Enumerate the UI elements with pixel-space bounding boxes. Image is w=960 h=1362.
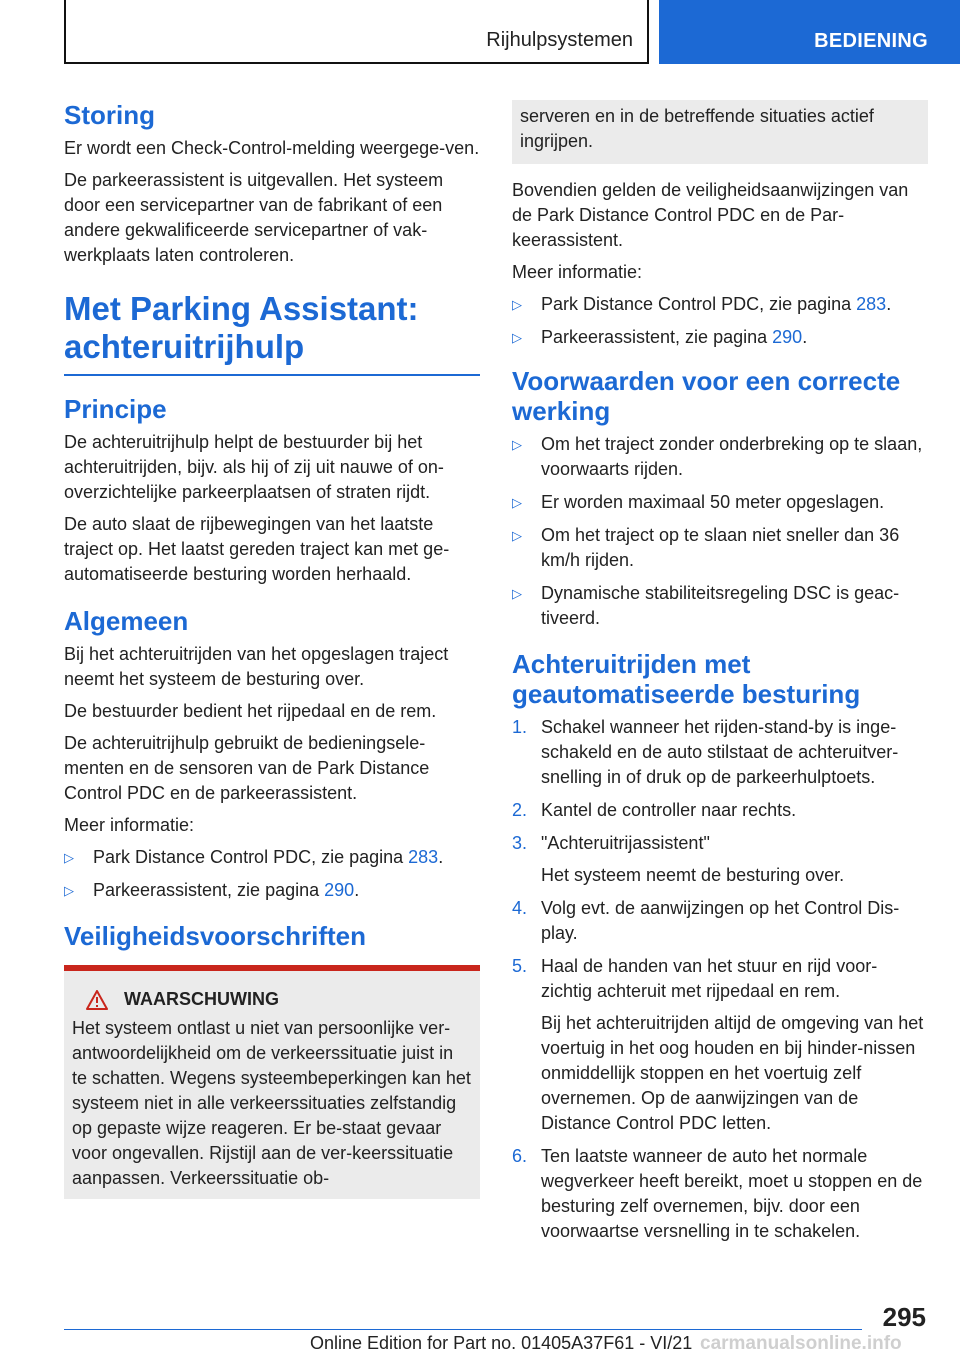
- triangle-bullet-icon: ▷: [512, 330, 522, 345]
- step-number: 4.: [512, 898, 528, 918]
- triangle-bullet-icon: ▷: [512, 297, 522, 312]
- warning-title: [86, 989, 472, 1010]
- right-column: [512, 100, 928, 1252]
- header-section-box: [64, 0, 649, 64]
- step-number: 1.: [512, 717, 528, 737]
- triangle-bullet-icon: ▷: [512, 586, 522, 601]
- step-item: 1. Schakel wanneer het rijden-stand-by is inge-schakeld en de auto stilstaat de achteruitver-snelling in of druk op de parkeerhulptoets.: [512, 717, 899, 787]
- principe-heading: Principe: [64, 394, 167, 424]
- step-number: 3.: [512, 833, 528, 853]
- algemeen-heading: Algemeen: [64, 606, 189, 636]
- header-section-title: Rijhulpsystemen: [486, 29, 633, 51]
- right-more-info: Meer informatie:: [512, 262, 643, 282]
- achteruit-steps: [512, 715, 928, 1244]
- algemeen-references: [64, 845, 480, 903]
- triangle-bullet-icon: ▷: [512, 495, 522, 510]
- header-chapter-label: BEDIENING: [814, 30, 928, 52]
- algemeen-paragraph-1: Bij het achteruitrijden van het opgeslagen traject neemt het systeem de besturing over.: [64, 644, 449, 689]
- warning-triangle-icon: [86, 990, 108, 1010]
- warning-text-continued: serveren en in de betreffende situaties actief ingrijpen.: [520, 106, 874, 151]
- storing-paragraph-2: De parkeerassistent is uitgevallen. Het systeem door een servicepartner van de fabrikant of een andere gekwalificeerde servicepartner of vak-werkplaats laten controleren.: [64, 170, 444, 265]
- algemeen-paragraph-2: De bestuurder bedient het rijpedaal en de rem.: [64, 701, 437, 721]
- page-number: 295: [882, 1302, 926, 1332]
- step-item: 2. Kantel de controller naar rechts.: [512, 798, 928, 823]
- achteruit-heading: Achteruitrijden met geautomatiseerde besturing: [512, 649, 861, 709]
- step-item: 6. Ten laatste wanneer de auto het normale wegverkeer heeft bereikt, moet u stoppen en de besturing zelf overnemen, bijv. door een voorwaartse versnelling in te schakelen.: [512, 1146, 923, 1241]
- voorwaarden-list: [512, 432, 928, 631]
- warning-text: Het systeem ontlast u niet van persoonlijke ver-antwoordelijkheid om de verkeerssituatie juist in te schatten. Wegens systeembeperkingen kan het systeem niet in alle verkeerssituaties zelfstandig op gepaste wijze reageren. Er be-staat gevaar voor ongevallen. Rijstijl aan de ver-keerssituatie aanpassen. Verkeerssituatie ob-: [72, 1018, 471, 1188]
- header-chapter-tab: [659, 0, 960, 64]
- triangle-bullet-icon: ▷: [512, 437, 522, 452]
- list-item: ▷ Dynamische stabiliteitsregeling DSC is geac-tiveerd.: [512, 583, 900, 628]
- storing-paragraph-1: Er wordt een Check-Control-melding weergege-ven.: [64, 138, 480, 158]
- step-item: 3. "Achteruitrijassistent" Het systeem neemt de besturing over.: [512, 831, 928, 888]
- step-number: 5.: [512, 956, 528, 976]
- step-item: 5. Haal de handen van het stuur en rijd voor-zichtig achteruit met rijpedaal en rem. Bij het achteruitrijden altijd de omgeving van het voertuig in het oog houden en bij hinder-nissen onmiddellijk stoppen en het voertuig zelf overnemen. Op de aanwijzingen van de Distance Control PDC letten.: [512, 954, 928, 1136]
- voorwaarden-heading: Voorwaarden voor een correcte werking: [512, 366, 901, 426]
- warning-box: [64, 965, 480, 1199]
- page-link[interactable]: 290: [324, 880, 355, 900]
- triangle-bullet-icon: ▷: [64, 883, 74, 898]
- step-number: 2.: [512, 800, 528, 820]
- list-item: ▷ Park Distance Control PDC, zie pagina 283.: [64, 845, 480, 870]
- page-link[interactable]: 283: [408, 847, 439, 867]
- step-subtext: Het systeem neemt de besturing over.: [541, 865, 845, 885]
- footer-divider: [64, 1329, 862, 1330]
- algemeen-more-info: Meer informatie:: [64, 815, 195, 835]
- list-item: ▷ Om het traject op te slaan niet sneller dan 36 km/h rijden.: [512, 525, 900, 570]
- chapter-title: Met Parking Assistant: achteruitrijhulp: [64, 290, 480, 376]
- page-link[interactable]: 283: [856, 294, 887, 314]
- step-subtext: Bij het achteruitrijden altijd de omgeving van het voertuig in het oog houden en bij hinder-nissen onmiddellijk stoppen en het voertuig zelf overnemen. Op de aanwijzingen van de Distance Control PDC letten.: [541, 1013, 924, 1133]
- principe-paragraph-1: De achteruitrijhulp helpt de bestuurder bij het achteruitrijden, bijv. als hij of zij uit nauwe of on-overzichtelijke parkeerplaatsen of straten rijdt.: [64, 432, 444, 502]
- principe-paragraph-2: De auto slaat de rijbewegingen van het laatste traject op. Het laatst gereden traject kan met ge-automatiseerde besturing worden herhaald.: [64, 514, 450, 584]
- warning-box-continued: [512, 100, 928, 164]
- footer-edition: Online Edition for Part no. 01405A37F61 - VI/21: [310, 1333, 693, 1353]
- list-item: ▷ Parkeerassistent, zie pagina 290.: [512, 325, 928, 350]
- warning-label: WAARSCHUWING: [124, 989, 279, 1009]
- page-link[interactable]: 290: [772, 327, 803, 347]
- right-references: [512, 292, 928, 350]
- step-number: 6.: [512, 1146, 528, 1166]
- list-item: ▷ Park Distance Control PDC, zie pagina 283.: [512, 292, 928, 317]
- step-item: 4. Volg evt. de aanwijzingen op het Control Dis-play.: [512, 898, 900, 943]
- algemeen-paragraph-3: De achteruitrijhulp gebruikt de bedieningsele-menten en de sensoren van de Park Distance Control PDC en de parkeerassistent.: [64, 733, 430, 803]
- veiligheid-heading: Veiligheidsvoorschriften: [64, 921, 366, 951]
- left-column: [64, 100, 480, 1199]
- footer-watermark: carmanualsonline.info: [700, 1333, 902, 1354]
- right-paragraph-1: Bovendien gelden de veiligheidsaanwijzingen van de Park Distance Control PDC en de Par-keerassistent.: [512, 180, 909, 250]
- list-item: ▷ Parkeerassistent, zie pagina 290.: [64, 878, 480, 903]
- triangle-bullet-icon: ▷: [64, 850, 74, 865]
- storing-heading: Storing: [64, 100, 155, 130]
- list-item: ▷ Om het traject zonder onderbreking op te slaan, voorwaarts rijden.: [512, 434, 923, 479]
- list-item: ▷ Er worden maximaal 50 meter opgeslagen.: [512, 490, 928, 515]
- triangle-bullet-icon: ▷: [512, 528, 522, 543]
